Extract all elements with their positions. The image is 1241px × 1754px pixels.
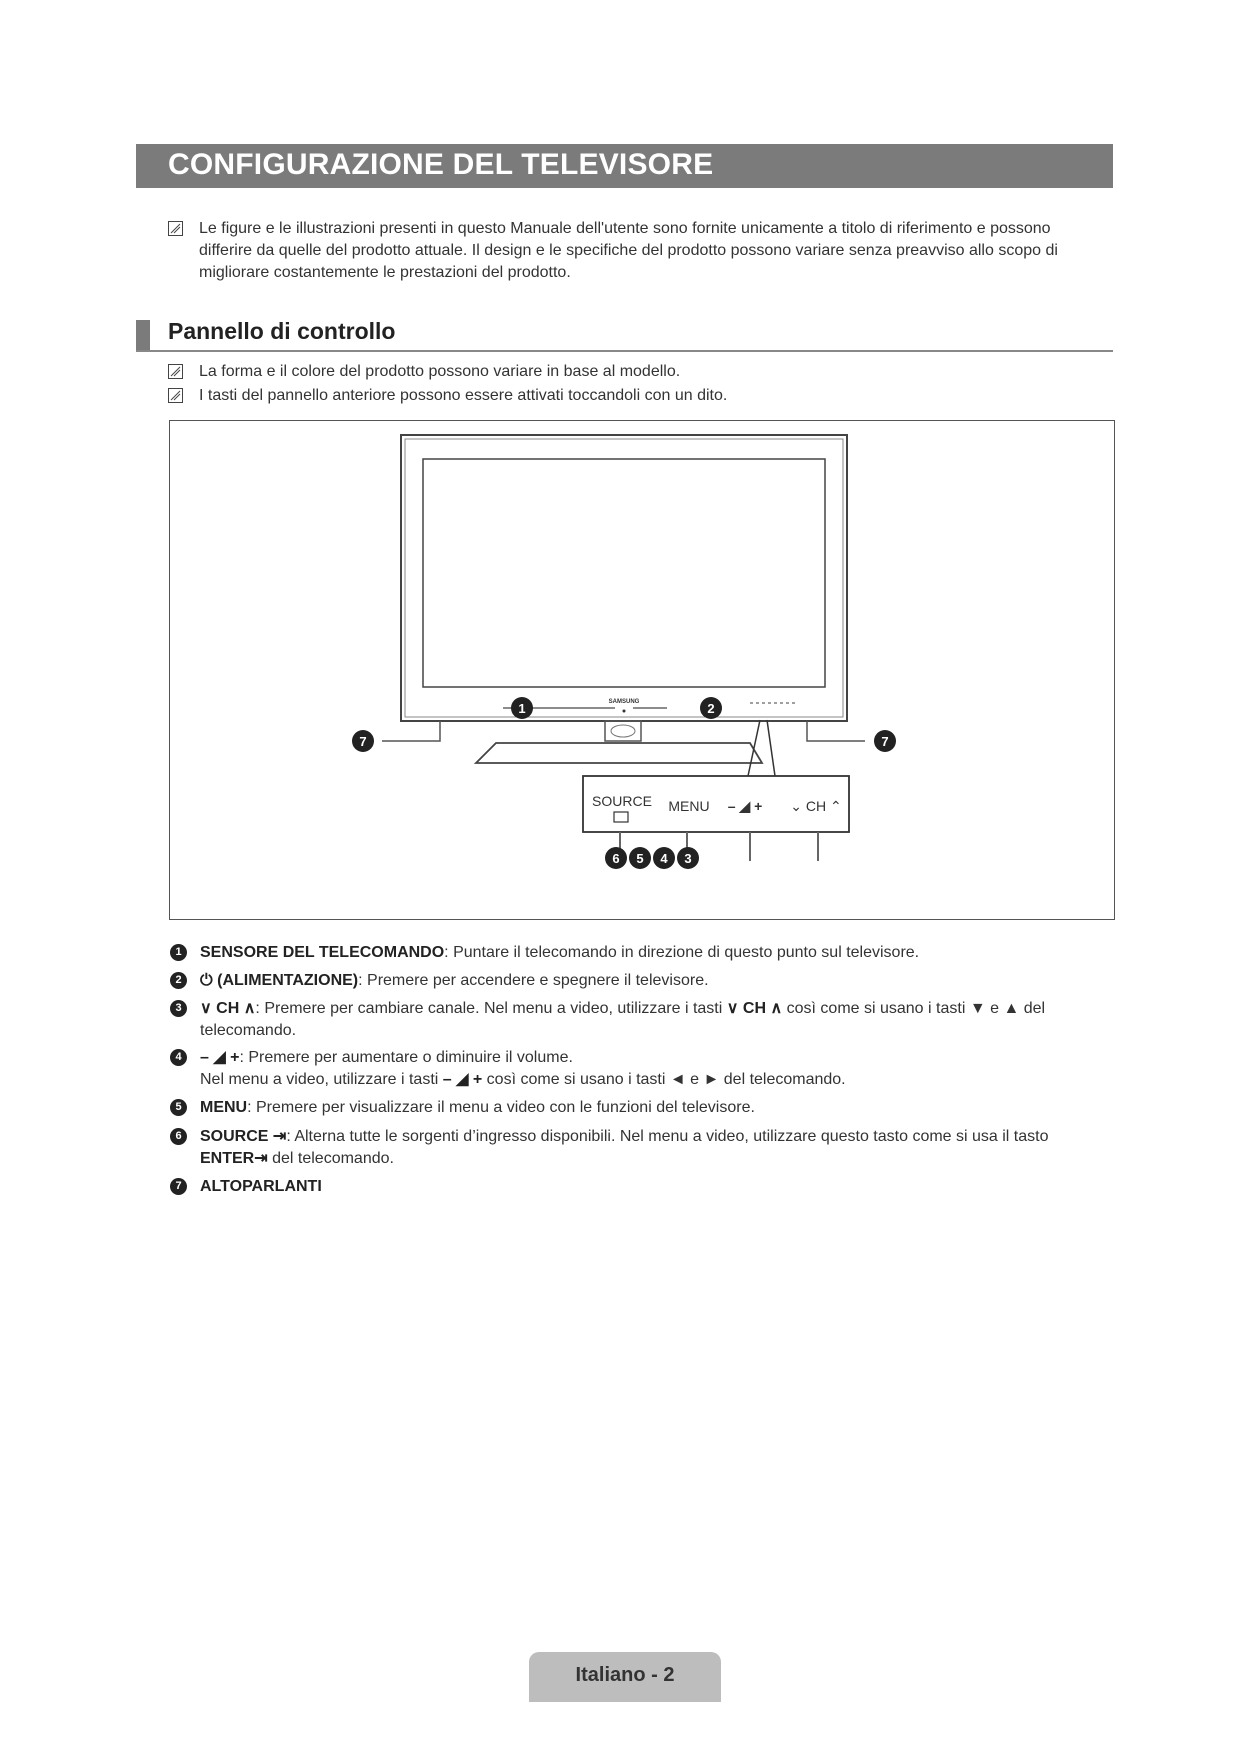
- item-text: : Premere per aumentare o diminuire il volume.: [239, 1049, 573, 1066]
- title-bar: [136, 144, 1113, 188]
- tv-screen: [423, 459, 825, 687]
- page-title: CONFIGURAZIONE DEL TELEVISORE: [168, 148, 714, 181]
- callout-6-label: 6: [612, 851, 620, 866]
- page-number: Italiano - 2: [575, 1664, 675, 1686]
- item-text: : Premere per cambiare canale. Nel menu a video, utilizzare i tasti: [255, 1000, 723, 1017]
- item-text: così come si usano i tasti ▼ e ▲ del telecomando.: [200, 1000, 1046, 1039]
- power-icon: ⏻: [200, 972, 213, 989]
- callout-7-label: 7: [881, 734, 889, 749]
- item-label: ENTER: [200, 1150, 255, 1167]
- section-heading: [136, 316, 1113, 352]
- speaker-right: [807, 721, 865, 741]
- section-title: Pannello di controllo: [168, 318, 396, 344]
- panel-ch-label: ⌄ CH ⌃: [790, 798, 842, 814]
- item-number: 2: [170, 972, 187, 989]
- brand-logo: SAMSUNG: [608, 699, 640, 705]
- callout-2-label: 2: [707, 701, 715, 716]
- channel-icon: ∨ CH ∧: [200, 1000, 256, 1017]
- item-label: (ALIMENTAZIONE): [217, 972, 359, 989]
- item-number: 3: [170, 1000, 187, 1017]
- enter-icon: ⇥: [254, 1150, 268, 1167]
- callout-5-label: 5: [636, 851, 644, 866]
- item-label: SOURCE: [200, 1128, 269, 1145]
- callout-1-label: 1: [518, 701, 526, 716]
- callout-3-label: 3: [684, 851, 692, 866]
- note-icon: [168, 221, 183, 236]
- item-text: : Premere per visualizzare il menu a video con le funzioni del televisore.: [247, 1099, 755, 1116]
- item-number: 4: [170, 1049, 187, 1066]
- panel-source-label: SOURCE: [592, 793, 652, 809]
- item-number: 6: [170, 1128, 187, 1145]
- note-icon: [168, 364, 183, 379]
- item-label: SENSORE DEL TELECOMANDO: [200, 944, 445, 961]
- item-text: del telecomando.: [272, 1150, 394, 1167]
- item-label: MENU: [200, 1099, 248, 1116]
- page-footer: [529, 1652, 721, 1702]
- tv-stand-neck: [605, 721, 641, 741]
- tv-frame: [401, 435, 847, 721]
- item-number: 7: [170, 1178, 187, 1195]
- tv-illustration: [170, 421, 1114, 919]
- speaker-left: [382, 721, 440, 741]
- section-note-text: I tasti del pannello anteriore possono essere attivati toccandoli con un dito.: [199, 387, 728, 404]
- item-text: così come si usano i tasti ◄ e ► del telecomando.: [486, 1071, 846, 1088]
- item-text: : Premere per accendere e spegnere il televisore.: [358, 972, 709, 989]
- section-note-text: La forma e il colore del prodotto possono variare in base al modello.: [199, 363, 681, 380]
- callout-4-label: 4: [660, 851, 668, 866]
- note-icon: [168, 388, 183, 403]
- callout-7-label: 7: [359, 734, 367, 749]
- channel-icon: ∨ CH ∧: [726, 1000, 783, 1017]
- volume-icon: – ◢ +: [442, 1071, 483, 1088]
- item-number: 5: [170, 1099, 187, 1116]
- item-label: ALTOPARLANTI: [200, 1178, 322, 1195]
- panel-menu-label: MENU: [668, 798, 710, 814]
- section-marker: [136, 320, 150, 350]
- intro-note-text: Le figure e le illustrazioni presenti in questo Manuale dell'utente sono fornite unicamente a titolo di riferimento e possono differire da quelle del prodotto attuale. Il design e le specifiche del prodotto possono variare senza preavviso allo scopo di migliorare costantemente le prestazioni del prodotto.: [199, 220, 1058, 281]
- item-text: : Puntare il telecomando in direzione di questo punto sul televisore.: [444, 944, 920, 961]
- tv-diagram: [169, 420, 1115, 920]
- volume-icon: – ◢ +: [200, 1049, 240, 1066]
- panel-vol-label: – ◢ +: [727, 798, 763, 814]
- tv-stand-base: [476, 743, 762, 763]
- item-text: Nel menu a video, utilizzare i tasti: [200, 1071, 439, 1088]
- remote-sensor: [623, 710, 626, 713]
- item-text: : Alterna tutte le sorgenti d’ingresso disponibili. Nel menu a video, utilizzare questo tasto come si usa il tasto: [286, 1128, 1049, 1145]
- enter-icon: ⇥: [272, 1128, 287, 1145]
- item-number: 1: [170, 944, 187, 961]
